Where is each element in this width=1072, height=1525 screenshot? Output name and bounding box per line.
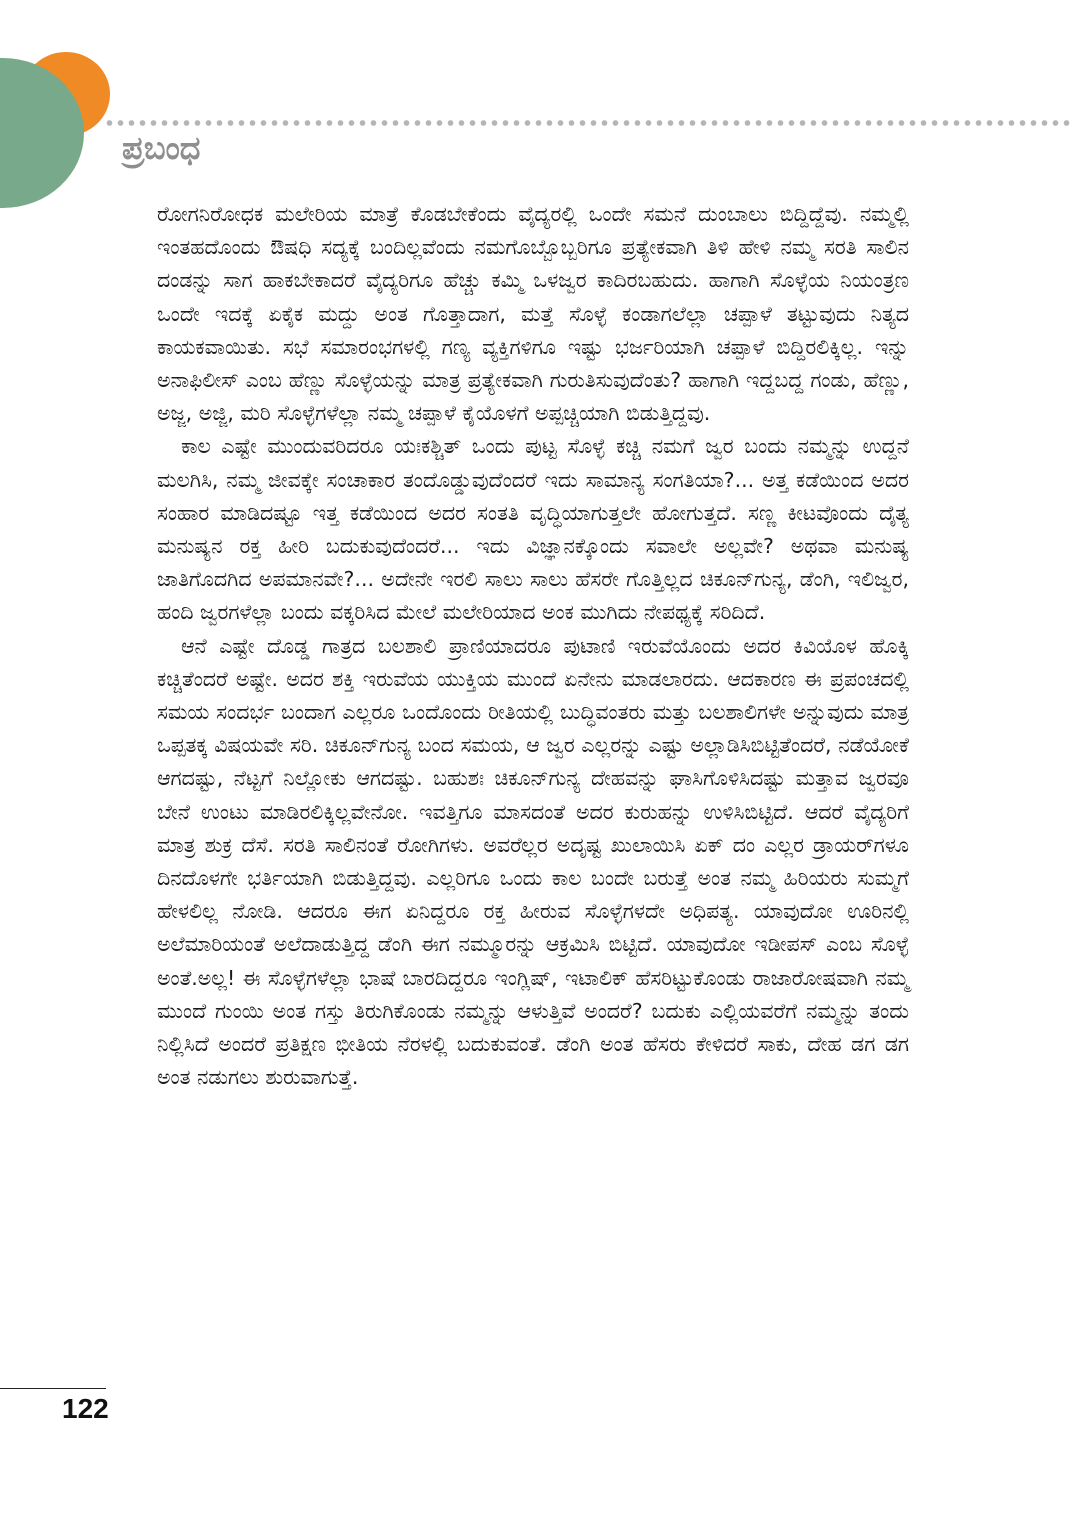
- paragraph: ಕಾಲ ಎಷ್ಟೇ ಮುಂದುವರಿದರೂ ಯಃಕಶ್ಚಿತ್ ಒಂದು ಪುಟ್ಟ ಸೊಳ್ಳೆ ಕಚ್ಚಿ ನಮಗೆ ಜ್ವರ ಬಂದು ನಮ್ಮನ್ನು ಉದ್ದನೆ ಮಲಗಿಸಿ, ನಮ್ಮ ಜೀವಕ್ಕೇ ಸಂಚಾಕಾರ ತಂದೊಡ್ಡುವುದೆಂದರೆ ಇದು ಸಾಮಾನ್ಯ ಸಂಗತಿಯಾ?... ಅತ್ತ ಕಡೆಯಿಂದ ಅದರ ಸಂಹಾರ ಮಾಡಿದಷ್ಟೂ ಇತ್ತ ಕಡೆಯಿಂದ ಅದರ ಸಂತತಿ ವೃದ್ಧಿಯಾಗುತ್ತಲೇ ಹೋಗುತ್ತದೆ. ಸಣ್ಣ ಕೀಟವೊಂದು ದೈತ್ಯ ಮನುಷ್ಯನ ರಕ್ತ ಹೀರಿ ಬದುಕುವುದೆಂದರೆ... ಇದು ವಿಜ್ಞಾನಕ್ಕೊಂದು ಸವಾಲೇ ಅಲ್ಲವೇ? ಅಥವಾ ಮನುಷ್ಯ ಜಾತಿಗೊದಗಿದ ಅಪಮಾನವೇ?... ಅದೇನೇ ಇರಲಿ ಸಾಲು ಸಾಲು ಹೆಸರೇ ಗೊತ್ತಿಲ್ಲದ ಚಿಕೂನ್‌ಗುನ್ಯ, ಡೆಂಗಿ, ಇಲಿಜ್ವರ, ಹಂದಿ ಜ್ವರಗಳೆಲ್ಲಾ ಬಂದು ವಕ್ಕರಿಸಿದ ಮೇಲೆ ಮಲೇರಿಯಾದ ಅಂಕ ಮುಗಿದು ನೇಪಥ್ಯಕ್ಕೆ ಸರಿದಿದೆ.: [157, 434, 909, 625]
- section-title: ಪ್ರಬಂಧ: [122, 129, 201, 167]
- page-number: 122: [62, 1393, 109, 1424]
- paragraph: ರೋಗನಿರೋಧಕ ಮಲೇರಿಯ ಮಾತ್ರೆ ಕೊಡಬೇಕೆಂದು ವೈದ್ಯರಲ್ಲಿ ಒಂದೇ ಸಮನೆ ದುಂಬಾಲು ಬಿದ್ದಿದ್ದೆವು. ನಮ್ಮಲ್ಲಿ ಇಂತಹದೊಂದು ಔಷಧಿ ಸದ್ಯಕ್ಕೆ ಬಂದಿಲ್ಲವೆಂದು ನಮಗೊಬ್ಬೊಬ್ಬರಿಗೂ ಪ್ರತ್ಯೇಕವಾಗಿ ತಿಳಿ ಹೇಳಿ ನಮ್ಮ ಸರತಿ ಸಾಲಿನ ದಂಡನ್ನು ಸಾಗ ಹಾಕಬೇಕಾದರೆ ವೈದ್ಯರಿಗೂ ಹೆಚ್ಚು ಕಮ್ಮಿ ಒಳಜ್ವರ ಕಾದಿರಬಹುದು. ಹಾಗಾಗಿ ಸೊಳ್ಳೆಯ ನಿಯಂತ್ರಣ ಒಂದೇ ಇದಕ್ಕೆ ಏಕೈಕ ಮದ್ದು ಅಂತ ಗೊತ್ತಾದಾಗ, ಮತ್ತೆ ಸೊಳ್ಳೆ ಕಂಡಾಗಲೆಲ್ಲಾ ಚಪ್ಪಾಳೆ ತಟ್ಟುವುದು ನಿತ್ಯದ ಕಾಯಕವಾಯಿತು. ಸಭೆ ಸಮಾರಂಭಗಳಲ್ಲಿ ಗಣ್ಯ ವ್ಯಕ್ತಿಗಳಿಗೂ ಇಷ್ಟು ಭರ್ಜರಿಯಾಗಿ ಚಪ್ಪಾಳೆ ಬಿದ್ದಿರಲಿಕ್ಕಿಲ್ಲ. ಇನ್ನು ಅನಾಫಿಲೀಸ್ ಎಂಬ ಹೆಣ್ಣು ಸೊಳ್ಳೆಯನ್ನು ಮಾತ್ರ ಪ್ರತ್ಯೇಕವಾಗಿ ಗುರುತಿಸುವುದೆಂತು? ಹಾಗಾಗಿ ಇದ್ದಬದ್ದ ಗಂಡು, ಹೆಣ್ಣು, ಅಜ್ಜ, ಅಜ್ಜಿ, ಮರಿ ಸೊಳ್ಳೆಗಳೆಲ್ಲಾ ನಮ್ಮ ಚಪ್ಪಾಳೆ ಕೈಯೊಳಗೆ ಅಪ್ಪಚ್ಚಿಯಾಗಿ ಬಿಡುತ್ತಿದ್ದವು.: [157, 202, 909, 426]
- essay-body: [157, 198, 909, 1094]
- footer-rule: [0, 1388, 106, 1389]
- paragraph: ಆನೆ ಎಷ್ಟೇ ದೊಡ್ಡ ಗಾತ್ರದ ಬಲಶಾಲಿ ಪ್ರಾಣಿಯಾದರೂ ಪುಟಾಣಿ ಇರುವೆಯೊಂದು ಅದರ ಕಿವಿಯೊಳ ಹೊಕ್ಕಿ ಕಚ್ಚಿತೆಂದರೆ ಅಷ್ಟೇ. ಅದರ ಶಕ್ತಿ ಇರುವೆಯ ಯುಕ್ತಿಯ ಮುಂದೆ ಏನೇನು ಮಾಡಲಾರದು. ಆದಕಾರಣ ಈ ಪ್ರಪಂಚದಲ್ಲಿ ಸಮಯ ಸಂದರ್ಭ ಬಂದಾಗ ಎಲ್ಲರೂ ಒಂದೊಂದು ರೀತಿಯಲ್ಲಿ ಬುದ್ಧಿವಂತರು ಮತ್ತು ಬಲಶಾಲಿಗಳೇ ಅನ್ನುವುದು ಮಾತ್ರ ಒಪ್ಪತಕ್ಕ ವಿಷಯವೇ ಸರಿ. ಚಿಕೂನ್‌ಗುನ್ಯ ಬಂದ ಸಮಯ, ಆ ಜ್ವರ ಎಲ್ಲರನ್ನು ಎಷ್ಟು ಅಲ್ಲಾಡಿಸಿಬಿಟ್ಟಿತೆಂದರೆ, ನಡೆಯೋಕೆ ಆಗದಷ್ಟು, ನೆಟ್ಟಗೆ ನಿಲ್ಲೋಕು ಆಗದಷ್ಟು. ಬಹುಶಃ ಚಿಕೂನ್‌ಗುನ್ಯ ದೇಹವನ್ನು ಘಾಸಿಗೊಳಿಸಿದಷ್ಟು ಮತ್ತಾವ ಜ್ವರವೂ ಬೇನೆ ಉಂಟು ಮಾಡಿರಲಿಕ್ಕಿಲ್ಲವೇನೋ. ಇವತ್ತಿಗೂ ಮಾಸದಂತೆ ಅದರ ಕುರುಹನ್ನು ಉಳಿಸಿಬಿಟ್ಟಿದೆ. ಆದರೆ ವೈದ್ಯರಿಗೆ ಮಾತ್ರ ಶುಕ್ರ ದೆಸೆ. ಸರತಿ ಸಾಲಿನಂತೆ ರೋಗಿಗಳು. ಅವರೆಲ್ಲರ ಅದೃಷ್ಟ ಖುಲಾಯಿಸಿ ಏಕ್ ದಂ ಎಲ್ಲರ ಡ್ರಾಯರ್‌ಗಳೂ ದಿನದೊಳಗೇ ಭರ್ತಿಯಾಗಿ ಬಿಡುತ್ತಿದ್ದವು. ಎಲ್ಲರಿಗೂ ಒಂದು ಕಾಲ ಬಂದೇ ಬರುತ್ತೆ ಅಂತ ನಮ್ಮ ಹಿರಿಯರು ಸುಮ್ಮಗೆ ಹೇಳಲಿಲ್ಲ ನೋಡಿ. ಆದರೂ ಈಗ ಏನಿದ್ದರೂ ರಕ್ತ ಹೀರುವ ಸೊಳ್ಳೆಗಳದೇ ಅಧಿಪತ್ಯ. ಯಾವುದೋ ಊರಿನಲ್ಲಿ ಅಲೆಮಾರಿಯಂತೆ ಅಲೆದಾಡುತ್ತಿದ್ದ ಡೆಂಗಿ ಈಗ ನಮ್ಮೂರನ್ನು ಆಕ್ರಮಿಸಿ ಬಿಟ್ಟಿದೆ. ಯಾವುದೋ ಇಡೀಪಸ್ ಎಂಬ ಸೊಳ್ಳೆ ಅಂತೆ.ಅಲ್ಲ! ಈ ಸೊಳ್ಳೆಗಳೆಲ್ಲಾ ಭಾಷೆ ಬಾರದಿದ್ದರೂ ಇಂಗ್ಲಿಷ್, ಇಟಾಲಿಕ್ ಹೆಸರಿಟ್ಟುಕೊಂಡು ರಾಜಾರೋಷವಾಗಿ ನಮ್ಮ ಮುಂದೆ ಗುಂಯಿ ಅಂತ ಗಸ್ತು ತಿರುಗಿಕೊಂಡು ನಮ್ಮನ್ನು ಆಳುತ್ತಿವೆ ಅಂದರೆ? ಬದುಕು ಎಲ್ಲಿಯವರೆಗೆ ನಮ್ಮನ್ನು ತಂದು ನಿಲ್ಲಿಸಿದೆ ಅಂದರೆ ಪ್ರತಿಕ್ಷಣ ಭೀತಿಯ ನೆರಳಲ್ಲಿ ಬದುಕುವಂತೆ. ಡೆಂಗಿ ಅಂತ ಹೆಸರು ಕೇಳಿದರೆ ಸಾಕು, ದೇಹ ಡಗ ಡಗ ಅಂತ ನಡುಗಲು ಶುರುವಾಗುತ್ತೆ.: [157, 633, 909, 1090]
- dotted-divider: [104, 119, 1072, 127]
